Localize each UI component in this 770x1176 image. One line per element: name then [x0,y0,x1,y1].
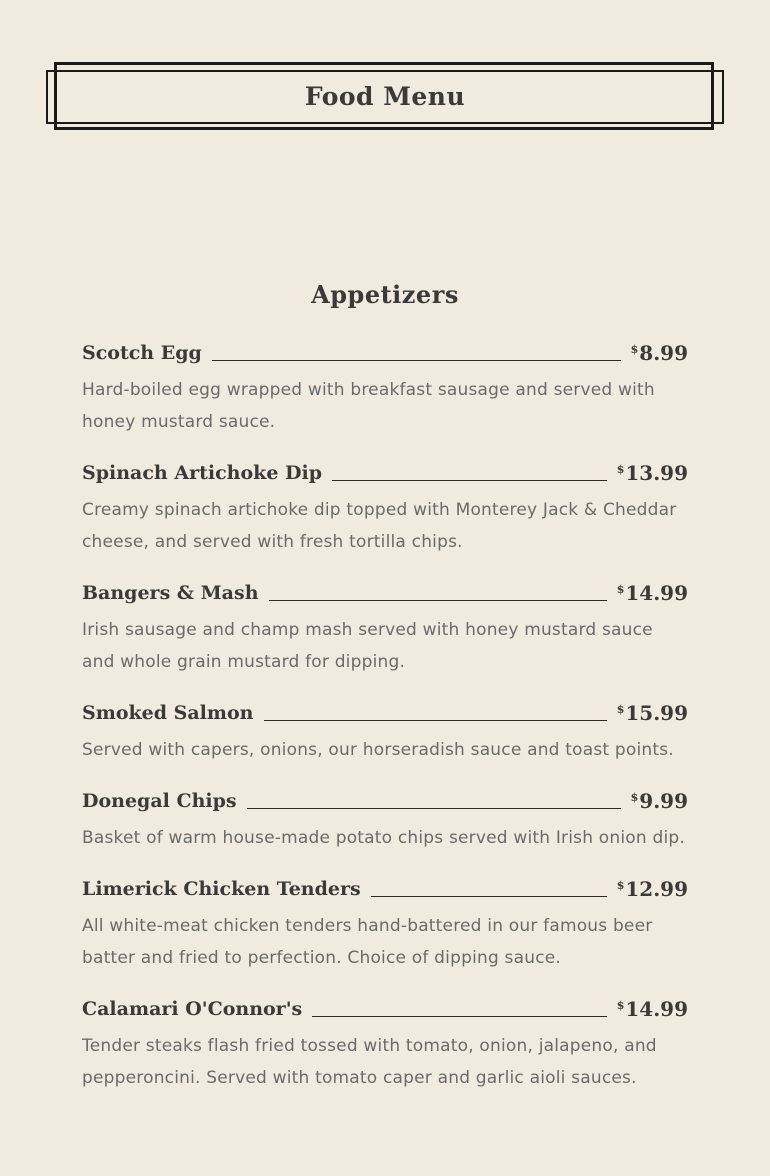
page-title: Food Menu [304,82,466,111]
menu-item-name: Calamari O'Connor's [82,998,303,1020]
menu-item-leader-line [371,896,607,897]
menu-item [82,786,688,854]
menu-item-header [82,458,688,488]
menu-item-header [82,994,688,1024]
menu-item-price [617,455,688,488]
menu-item [82,698,688,766]
menu-item-price [617,871,688,904]
menu-item-header [82,698,688,728]
menu-item-name: Limerick Chicken Tenders [82,878,361,900]
menu-item-description: Creamy spinach artichoke dip topped with Monterey Jack & Cheddar cheese, and served with fresh tortilla chips. [82,500,677,552]
menu-item [82,338,688,438]
menu-item-name: Bangers & Mash [82,582,259,604]
menu-item [82,874,688,974]
currency-symbol: $ [616,463,625,476]
currency-symbol: $ [630,343,639,356]
menu-item-price [631,783,688,816]
price-value: 14.99 [625,997,688,1021]
menu-item-price [617,695,688,728]
menu-item-price [617,575,688,608]
menu-item-name: Smoked Salmon [82,702,254,724]
currency-symbol: $ [630,791,639,804]
menu-item-description: Basket of warm house-made potato chips served with Irish onion dip. [82,828,685,848]
menu-item-header [82,338,688,368]
menu-item-leader-line [269,600,607,601]
menu-item-description: Served with capers, onions, our horseradish sauce and toast points. [82,740,674,760]
price-value: 13.99 [625,461,688,485]
menu-item [82,994,688,1094]
menu-item-header [82,786,688,816]
menu-item-name: Scotch Egg [82,342,202,364]
menu-item-price [631,335,688,368]
menu-item-name: Donegal Chips [82,790,237,812]
menu-item-list [82,338,688,1114]
price-value: 12.99 [625,877,688,901]
price-value: 8.99 [639,341,688,365]
menu-item-price [617,991,688,1024]
price-value: 9.99 [639,789,688,813]
menu-item-description: All white-meat chicken tenders hand-battered in our famous beer batter and fried to perfection. Choice of dipping sauce. [82,916,653,968]
menu-item-leader-line [332,480,607,481]
menu-item-description: Tender steaks flash fried tossed with tomato, onion, jalapeno, and pepperoncini. Served with tomato caper and garlic aioli sauces. [82,1036,657,1088]
section-title-appetizers: Appetizers [311,280,459,309]
menu-item-leader-line [312,1016,606,1017]
menu-item-header [82,874,688,904]
currency-symbol: $ [616,879,625,892]
menu-item-name: Spinach Artichoke Dip [82,462,322,484]
menu-item [82,578,688,678]
price-value: 14.99 [625,581,688,605]
menu-item-header [82,578,688,608]
menu-item-description: Irish sausage and champ mash served with honey mustard sauce and whole grain mustard for dipping. [82,620,653,672]
currency-symbol: $ [616,703,625,716]
price-value: 15.99 [625,701,688,725]
menu-item-description: Hard-boiled egg wrapped with breakfast sausage and served with honey mustard sauce. [82,380,655,432]
currency-symbol: $ [616,999,625,1012]
menu-item-leader-line [247,808,621,809]
currency-symbol: $ [616,583,625,596]
menu-item [82,458,688,558]
menu-title-box [46,62,724,134]
menu-item-leader-line [212,360,621,361]
menu-item-leader-line [264,720,607,721]
